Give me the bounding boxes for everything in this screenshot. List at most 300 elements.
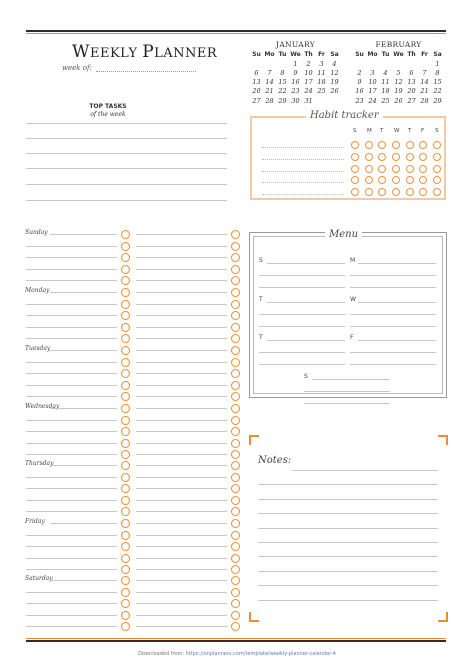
day-task-checkbox[interactable] <box>231 473 240 482</box>
calendar-day: 31 <box>304 96 313 105</box>
habit-day-header: W <box>394 128 400 134</box>
menu-line[interactable] <box>267 302 345 303</box>
day-task-checkbox[interactable] <box>121 253 130 262</box>
calendar-day <box>366 59 379 68</box>
day-task-line[interactable] <box>50 234 117 235</box>
calendar-day: 9 <box>293 68 298 77</box>
day-task-line[interactable] <box>26 315 117 316</box>
day-task-checkbox[interactable] <box>121 369 130 378</box>
menu-line[interactable] <box>259 275 345 276</box>
habit-day-header: M <box>367 128 372 134</box>
habit-day-header: S <box>353 128 357 134</box>
day-task-line[interactable] <box>26 626 117 627</box>
day-task-checkbox[interactable] <box>231 588 240 597</box>
habit-name-line[interactable] <box>262 194 344 195</box>
day-task-line[interactable] <box>26 246 117 247</box>
day-task-line[interactable] <box>136 396 227 397</box>
footer-link[interactable]: https://onplanners.com/template/weekly-planner-calendar-4 <box>185 651 336 657</box>
habit-checkbox[interactable] <box>406 141 414 149</box>
day-task-line[interactable] <box>50 465 117 466</box>
day-task-checkbox[interactable] <box>231 242 240 251</box>
calendar-day: 14 <box>420 78 429 87</box>
calendar-week-row <box>353 68 444 77</box>
menu-line[interactable] <box>358 340 436 341</box>
calendar-day <box>250 59 263 68</box>
day-task-checkbox[interactable] <box>231 496 240 505</box>
day-task-line[interactable] <box>26 304 117 305</box>
habit-day-header: S <box>435 128 439 134</box>
notes-title: Notes: <box>258 455 292 466</box>
day-label-sunday: Sunday <box>25 229 48 236</box>
day-label-monday: Monday <box>25 287 50 294</box>
day-task-checkbox[interactable] <box>231 288 240 297</box>
notes-line[interactable] <box>258 499 438 500</box>
day-task-checkbox[interactable] <box>121 554 130 563</box>
calendar-weekday: Th <box>407 51 416 59</box>
calendar-day: 18 <box>381 87 390 96</box>
menu-day-letter: S <box>304 373 308 380</box>
day-task-checkbox[interactable] <box>121 300 130 309</box>
day-task-line[interactable] <box>50 580 117 581</box>
bottom-bar-orange <box>26 638 446 639</box>
calendar-day: 16 <box>291 78 300 87</box>
day-task-checkbox[interactable] <box>121 392 130 401</box>
day-task-line[interactable] <box>50 292 117 293</box>
calendar-day: 21 <box>420 87 429 96</box>
calendar-day: 26 <box>394 96 403 105</box>
week-of-field[interactable] <box>96 71 196 72</box>
day-task-checkbox[interactable] <box>231 461 240 470</box>
day-task-checkbox[interactable] <box>121 242 130 251</box>
calendar-weekday: Tu <box>278 51 287 59</box>
day-task-line[interactable] <box>26 327 117 328</box>
calendar-day: 10 <box>368 78 377 87</box>
day-label-friday: Friday <box>25 518 45 525</box>
habit-checkbox[interactable] <box>419 153 427 161</box>
calendar-weekday: Th <box>304 51 313 59</box>
day-task-line[interactable] <box>136 523 227 524</box>
day-task-checkbox[interactable] <box>121 496 130 505</box>
notes-corner-tr <box>438 435 448 445</box>
day-task-line[interactable] <box>26 269 117 270</box>
day-task-line[interactable] <box>26 420 117 421</box>
day-task-checkbox[interactable] <box>121 311 130 320</box>
day-task-checkbox[interactable] <box>121 276 130 285</box>
day-task-checkbox[interactable] <box>121 531 130 540</box>
menu-day-letter: M <box>350 257 356 264</box>
day-task-line[interactable] <box>136 454 227 455</box>
day-task-line[interactable] <box>136 592 227 593</box>
menu-line[interactable] <box>259 364 345 365</box>
day-task-checkbox[interactable] <box>121 473 130 482</box>
day-task-line[interactable] <box>136 511 227 512</box>
day-task-line[interactable] <box>26 500 117 501</box>
menu-line[interactable] <box>350 352 436 353</box>
day-task-line[interactable] <box>136 373 227 374</box>
notes-line[interactable] <box>258 556 438 557</box>
menu-line[interactable] <box>259 326 345 327</box>
day-task-line[interactable] <box>26 569 117 570</box>
day-task-checkbox[interactable] <box>121 519 130 528</box>
calendar-month-name: FEBRUARY <box>375 40 422 49</box>
day-task-checkbox[interactable] <box>121 542 130 551</box>
calendar-day: 4 <box>383 68 388 77</box>
day-task-line[interactable] <box>26 431 117 432</box>
habit-checkbox[interactable] <box>365 165 373 173</box>
calendar-weekday: Mo <box>264 51 275 59</box>
footer-source <box>0 651 474 657</box>
menu-line[interactable] <box>358 263 436 264</box>
day-task-line[interactable] <box>26 488 117 489</box>
day-task-checkbox[interactable] <box>121 588 130 597</box>
day-task-line[interactable] <box>136 338 227 339</box>
day-task-checkbox[interactable] <box>231 519 240 528</box>
day-task-checkbox[interactable] <box>231 404 240 413</box>
day-task-checkbox[interactable] <box>121 334 130 343</box>
day-task-line[interactable] <box>136 269 227 270</box>
calendar-weekday: Tu <box>381 51 390 59</box>
day-task-line[interactable] <box>26 477 117 478</box>
day-task-line[interactable] <box>26 280 117 281</box>
calendar-day <box>315 96 328 105</box>
day-task-checkbox[interactable] <box>231 554 240 563</box>
day-task-line[interactable] <box>26 592 117 593</box>
day-task-checkbox[interactable] <box>121 404 130 413</box>
calendar-day: 7 <box>422 68 427 77</box>
calendar-week-row <box>250 68 341 77</box>
calendar-day: 28 <box>265 96 274 105</box>
menu-day-letter: F <box>350 334 354 341</box>
menu-line[interactable] <box>304 391 390 392</box>
day-task-line[interactable] <box>26 535 117 536</box>
day-task-checkbox[interactable] <box>231 507 240 516</box>
task-line[interactable] <box>26 123 227 124</box>
day-task-line[interactable] <box>26 257 117 258</box>
day-task-line[interactable] <box>136 443 227 444</box>
day-task-checkbox[interactable] <box>231 416 240 425</box>
calendar-day: 1 <box>435 59 440 68</box>
day-task-line[interactable] <box>136 580 227 581</box>
calendar-weekday: Su <box>252 51 261 59</box>
habit-checkbox[interactable] <box>378 165 386 173</box>
day-task-checkbox[interactable] <box>121 427 130 436</box>
day-task-line[interactable] <box>136 477 227 478</box>
day-task-line[interactable] <box>136 292 227 293</box>
menu-line[interactable] <box>350 275 436 276</box>
day-task-line[interactable] <box>136 558 227 559</box>
day-task-line[interactable] <box>136 350 227 351</box>
habit-checkbox[interactable] <box>351 153 359 161</box>
day-task-checkbox[interactable] <box>231 484 240 493</box>
day-task-checkbox[interactable] <box>121 611 130 620</box>
habit-checkbox[interactable] <box>351 165 359 173</box>
day-task-checkbox[interactable] <box>121 461 130 470</box>
day-task-line[interactable] <box>136 280 227 281</box>
day-task-checkbox[interactable] <box>231 300 240 309</box>
notes-line[interactable] <box>258 542 438 543</box>
habit-checkbox[interactable] <box>365 141 373 149</box>
day-task-checkbox[interactable] <box>231 576 240 585</box>
calendar-day: 1 <box>293 59 298 68</box>
habit-checkbox[interactable] <box>378 153 386 161</box>
calendar-day: 12 <box>330 68 339 77</box>
day-task-line[interactable] <box>26 443 117 444</box>
calendar-day: 20 <box>407 87 416 96</box>
calendar-day <box>263 59 276 68</box>
day-task-line[interactable] <box>26 558 117 559</box>
day-task-line[interactable] <box>136 304 227 305</box>
habit-day-header: F <box>421 128 425 134</box>
day-task-line[interactable] <box>136 615 227 616</box>
task-line[interactable] <box>26 153 227 154</box>
day-task-checkbox[interactable] <box>231 276 240 285</box>
calendar-day: 29 <box>278 96 287 105</box>
menu-line[interactable] <box>350 364 436 365</box>
day-task-line[interactable] <box>50 408 117 409</box>
day-task-checkbox[interactable] <box>121 484 130 493</box>
calendar-day: 27 <box>407 96 416 105</box>
calendar-day: 13 <box>252 78 261 87</box>
calendar-day: 6 <box>254 68 259 77</box>
calendar-january <box>250 40 341 105</box>
day-task-checkbox[interactable] <box>121 358 130 367</box>
calendar-day: 3 <box>370 68 375 77</box>
day-task-line[interactable] <box>26 396 117 397</box>
day-task-checkbox[interactable] <box>121 416 130 425</box>
day-task-line[interactable] <box>26 385 117 386</box>
day-task-line[interactable] <box>136 408 227 409</box>
top-tasks-title: TOP TASKS <box>89 103 127 110</box>
menu-day-letter: S <box>259 257 263 264</box>
day-task-checkbox[interactable] <box>121 576 130 585</box>
task-line[interactable] <box>26 168 227 169</box>
calendar-day <box>392 59 405 68</box>
calendar-day: 8 <box>435 68 440 77</box>
calendar-day: 20 <box>252 87 261 96</box>
day-task-line[interactable] <box>50 523 117 524</box>
menu-line[interactable] <box>312 379 390 380</box>
menu-line[interactable] <box>350 314 436 315</box>
day-task-checkbox[interactable] <box>231 542 240 551</box>
day-task-checkbox[interactable] <box>121 265 130 274</box>
day-task-checkbox[interactable] <box>231 369 240 378</box>
menu-line[interactable] <box>304 403 390 404</box>
notes-line[interactable] <box>258 600 438 601</box>
day-label-wednesday: Wednesday <box>25 403 60 410</box>
habit-checkbox[interactable] <box>392 141 400 149</box>
day-task-line[interactable] <box>26 373 117 374</box>
calendar-weekday-row <box>250 50 341 59</box>
day-task-checkbox[interactable] <box>231 334 240 343</box>
day-task-line[interactable] <box>136 385 227 386</box>
calendar-day: 30 <box>291 96 300 105</box>
calendar-weekday: Fr <box>421 51 428 59</box>
calendar-day: 25 <box>381 96 390 105</box>
day-task-checkbox[interactable] <box>231 265 240 274</box>
notes-corner-bl <box>249 612 259 622</box>
notes-corner-tl <box>249 435 259 445</box>
menu-line[interactable] <box>259 352 345 353</box>
habit-checkbox[interactable] <box>433 141 441 149</box>
day-task-checkbox[interactable] <box>231 439 240 448</box>
notes-line[interactable] <box>258 513 438 514</box>
habit-checkbox[interactable] <box>392 165 400 173</box>
day-task-checkbox[interactable] <box>231 392 240 401</box>
calendar-day: 23 <box>291 87 300 96</box>
calendar-day: 25 <box>317 87 326 96</box>
day-task-checkbox[interactable] <box>231 599 240 608</box>
day-task-line[interactable] <box>136 465 227 466</box>
habit-name-line[interactable] <box>262 171 344 172</box>
calendar-day: 24 <box>304 87 313 96</box>
day-task-line[interactable] <box>26 511 117 512</box>
calendar-day: 16 <box>355 87 364 96</box>
day-task-line[interactable] <box>136 362 227 363</box>
page-title: WEEKLY PLANNER <box>72 42 218 62</box>
day-task-checkbox[interactable] <box>121 230 130 239</box>
day-task-line[interactable] <box>136 603 227 604</box>
calendar-weekday: We <box>290 51 301 59</box>
day-task-checkbox[interactable] <box>231 531 240 540</box>
day-task-checkbox[interactable] <box>121 599 130 608</box>
notes-line[interactable] <box>258 585 438 586</box>
calendar-day <box>405 59 418 68</box>
calendar-day: 6 <box>409 68 414 77</box>
menu-line[interactable] <box>350 326 436 327</box>
day-task-line[interactable] <box>136 315 227 316</box>
habit-checkbox[interactable] <box>406 153 414 161</box>
habit-checkbox[interactable] <box>419 165 427 173</box>
day-task-line[interactable] <box>136 431 227 432</box>
day-task-checkbox[interactable] <box>231 427 240 436</box>
menu-line[interactable] <box>267 263 345 264</box>
day-task-line[interactable] <box>26 615 117 616</box>
menu-line[interactable] <box>358 302 436 303</box>
day-task-checkbox[interactable] <box>121 346 130 355</box>
calendar-day: 11 <box>317 68 326 77</box>
menu-line[interactable] <box>350 287 436 288</box>
day-task-line[interactable] <box>26 546 117 547</box>
day-task-line[interactable] <box>136 234 227 235</box>
day-task-checkbox[interactable] <box>231 358 240 367</box>
day-task-checkbox[interactable] <box>231 611 240 620</box>
day-task-line[interactable] <box>136 546 227 547</box>
day-task-line[interactable] <box>136 500 227 501</box>
calendar-day: 15 <box>433 78 442 87</box>
notes-line[interactable] <box>258 484 438 485</box>
habit-day-header: T <box>408 128 412 134</box>
day-task-checkbox[interactable] <box>231 311 240 320</box>
day-task-checkbox[interactable] <box>231 230 240 239</box>
day-task-checkbox[interactable] <box>231 253 240 262</box>
day-task-checkbox[interactable] <box>121 507 130 516</box>
calendar-day <box>353 59 366 68</box>
calendar-table <box>250 50 341 105</box>
day-task-checkbox[interactable] <box>231 323 240 332</box>
calendar-weekday: Mo <box>367 51 378 59</box>
habit-checkbox[interactable] <box>406 165 414 173</box>
day-task-checkbox[interactable] <box>231 346 240 355</box>
habit-checkbox[interactable] <box>392 153 400 161</box>
day-task-checkbox[interactable] <box>231 622 240 631</box>
day-task-checkbox[interactable] <box>121 565 130 574</box>
task-line[interactable] <box>26 184 227 185</box>
calendar-day: 22 <box>433 87 442 96</box>
menu-line[interactable] <box>267 340 345 341</box>
day-task-line[interactable] <box>26 362 117 363</box>
habit-name-line[interactable] <box>262 159 344 160</box>
calendar-day: 29 <box>433 96 442 105</box>
calendar-day: 9 <box>357 78 362 87</box>
day-task-line[interactable] <box>26 454 117 455</box>
day-task-line[interactable] <box>136 420 227 421</box>
day-task-checkbox[interactable] <box>121 450 130 459</box>
day-task-line[interactable] <box>136 246 227 247</box>
calendar-weekday: Fr <box>318 51 325 59</box>
habit-checkbox[interactable] <box>365 153 373 161</box>
day-task-line[interactable] <box>136 488 227 489</box>
habit-name-line[interactable] <box>262 147 344 148</box>
day-task-line[interactable] <box>26 338 117 339</box>
habit-checkbox[interactable] <box>433 165 441 173</box>
calendar-day: 26 <box>330 87 339 96</box>
calendar-day: 2 <box>306 59 311 68</box>
calendar-day: 5 <box>396 68 401 77</box>
day-task-checkbox[interactable] <box>121 439 130 448</box>
day-task-checkbox[interactable] <box>231 450 240 459</box>
day-task-line[interactable] <box>136 327 227 328</box>
day-task-line[interactable] <box>136 535 227 536</box>
day-task-line[interactable] <box>26 603 117 604</box>
day-label-thursday: Thursday <box>25 460 54 467</box>
habit-checkbox[interactable] <box>378 141 386 149</box>
day-task-checkbox[interactable] <box>121 288 130 297</box>
calendar-day: 17 <box>304 78 313 87</box>
calendar-day <box>276 59 289 68</box>
task-line[interactable] <box>26 138 227 139</box>
day-task-checkbox[interactable] <box>231 381 240 390</box>
calendar-week-row <box>353 96 444 105</box>
calendar-weekday: We <box>393 51 404 59</box>
calendar-day: 12 <box>394 78 403 87</box>
task-line[interactable] <box>26 200 227 201</box>
calendar-day: 11 <box>381 78 390 87</box>
notes-line[interactable] <box>292 470 438 471</box>
habit-checkbox[interactable] <box>433 153 441 161</box>
habit-tracker-title: Habit tracker <box>306 110 383 121</box>
day-task-line[interactable] <box>136 626 227 627</box>
day-task-checkbox[interactable] <box>121 323 130 332</box>
calendar-day: 17 <box>368 87 377 96</box>
calendar-day: 7 <box>267 68 272 77</box>
menu-line[interactable] <box>259 314 345 315</box>
habit-checkbox[interactable] <box>419 141 427 149</box>
day-label-tuesday: Tuesday <box>25 345 51 352</box>
notes-corner-br <box>438 612 448 622</box>
menu-line[interactable] <box>259 287 345 288</box>
day-task-checkbox[interactable] <box>121 622 130 631</box>
notes-line[interactable] <box>258 528 438 529</box>
day-task-line[interactable] <box>136 569 227 570</box>
habit-checkbox[interactable] <box>351 141 359 149</box>
day-task-line[interactable] <box>50 350 117 351</box>
day-task-checkbox[interactable] <box>121 381 130 390</box>
day-task-checkbox[interactable] <box>231 565 240 574</box>
bottom-bar-dark <box>26 640 446 642</box>
habit-name-line[interactable] <box>262 182 344 183</box>
day-task-line[interactable] <box>136 257 227 258</box>
notes-line[interactable] <box>258 571 438 572</box>
